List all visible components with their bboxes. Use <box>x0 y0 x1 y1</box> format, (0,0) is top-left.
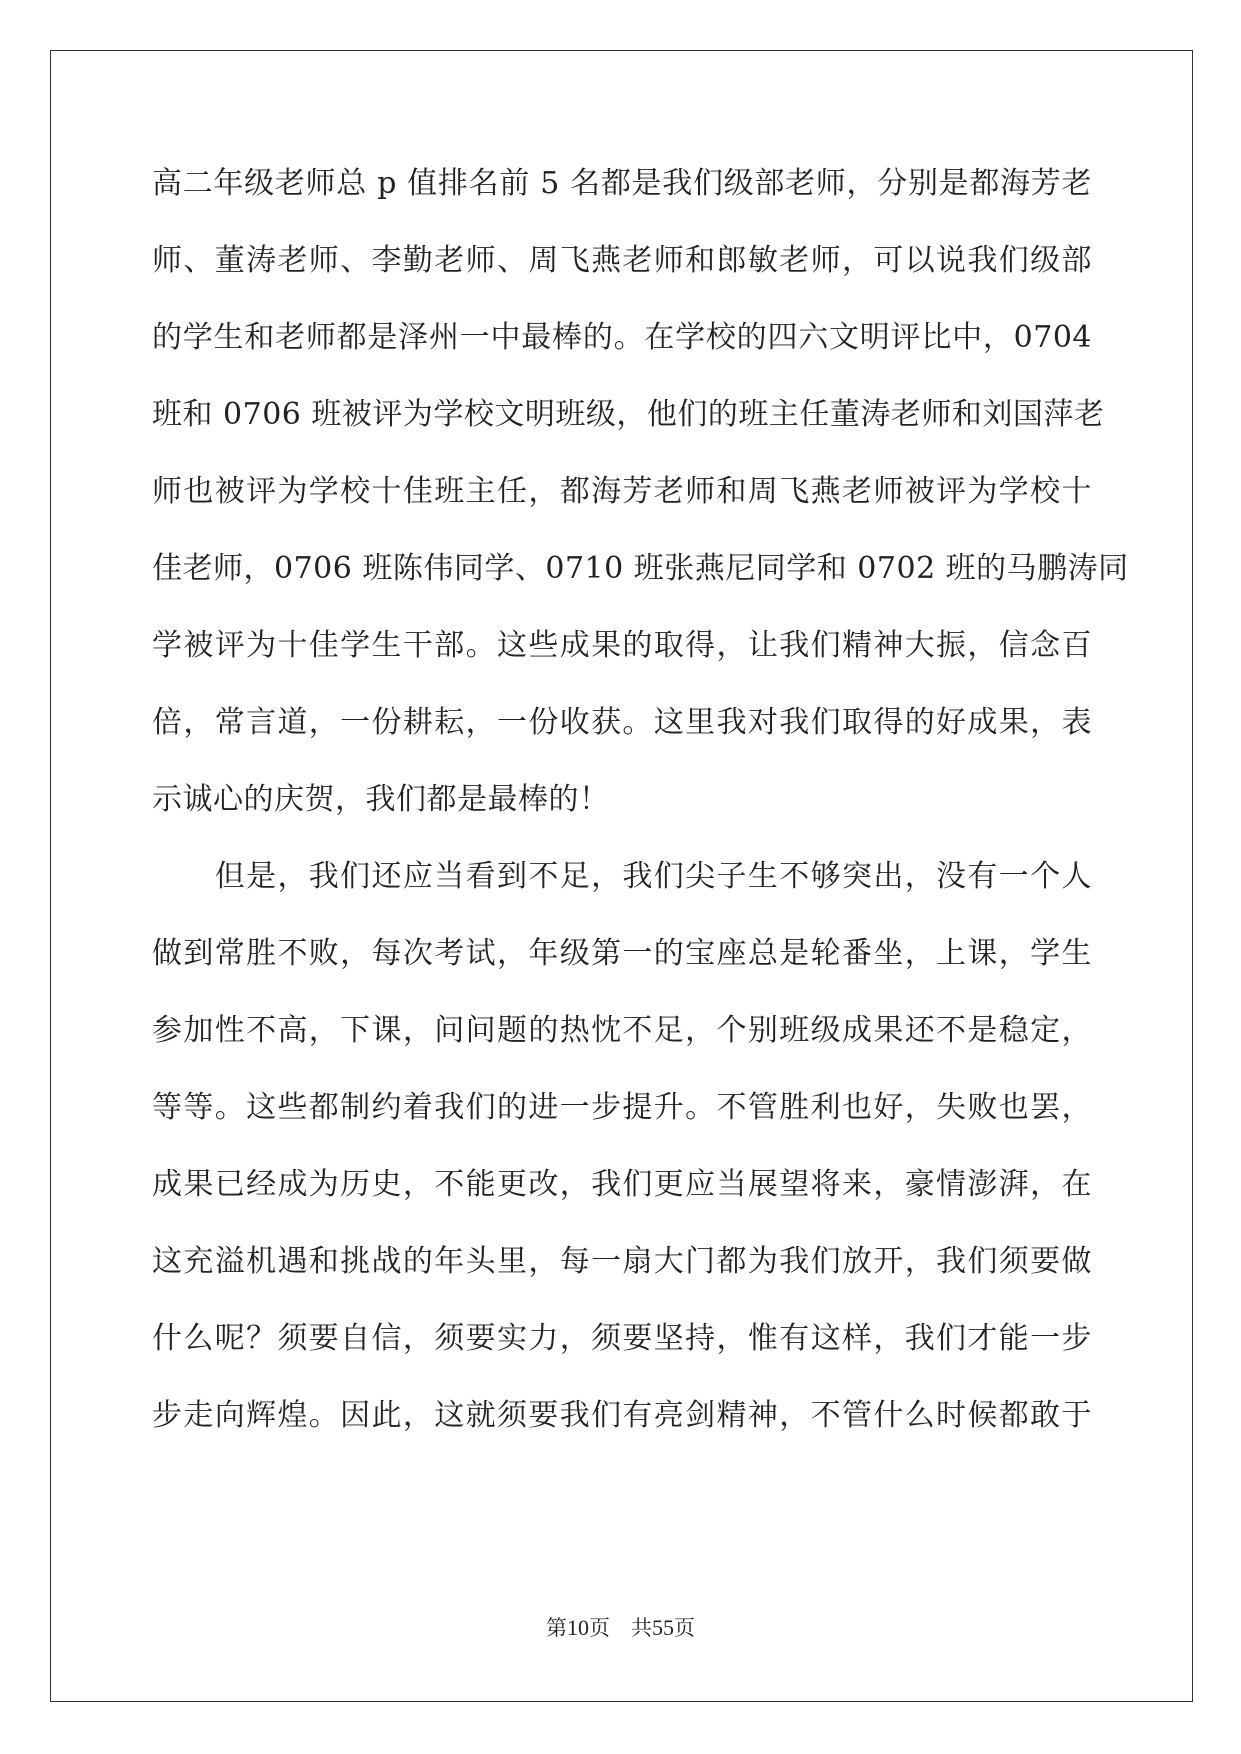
paragraph-1 <box>152 152 1129 845</box>
text-line: 什么呢？须要自信，须要实力，须要坚持，惟有这样，我们才能一步 <box>152 1321 1092 1356</box>
text-line: 做到常胜不败，每次考试，年级第一的宝座总是轮番坐，上课，学生 <box>152 936 1092 971</box>
text-line: 佳老师，0706 班陈伟同学、0710 班张燕尼同学和 0702 班的马鹏涛同 <box>152 551 1129 586</box>
current-page-number: 10 <box>567 1615 589 1640</box>
text-line: 班和 0706 班被评为学校文明班级，他们的班主任董涛老师和刘国萍老 <box>152 397 1105 432</box>
footer-middle: 页 共 <box>589 1616 652 1640</box>
page-footer <box>0 1612 1241 1642</box>
text-line: 学被评为十佳学生干部。这些成果的取得，让我们精神大振，信念百 <box>152 628 1092 663</box>
text-line: 师也被评为学校十佳班主任，都海芳老师和周飞燕老师被评为学校十 <box>152 474 1092 509</box>
total-page-number: 55 <box>652 1615 674 1640</box>
footer-suffix: 页 <box>674 1616 695 1640</box>
text-line: 但是，我们还应当看到不足，我们尖子生不够突出，没有一个人 <box>152 859 1092 894</box>
text-line: 等等。这些都制约着我们的进一步提升。不管胜利也好，失败也罢， <box>152 1090 1092 1125</box>
footer-prefix: 第 <box>546 1616 567 1640</box>
document-body <box>152 152 1129 1461</box>
text-line: 这充溢机遇和挑战的年头里，每一扇大门都为我们放开，我们须要做 <box>152 1244 1092 1279</box>
text-line: 示诚心的庆贺，我们都是最棒的！ <box>152 782 610 817</box>
text-line: 步走向辉煌。因此，这就须要我们有亮剑精神，不管什么时候都敢于 <box>152 1398 1092 1433</box>
text-line: 成果已经成为历史，不能更改，我们更应当展望将来，豪情澎湃，在 <box>152 1167 1092 1202</box>
text-line: 参加性不高，下课，问问题的热忱不足，个别班级成果还不是稳定， <box>152 1013 1092 1048</box>
text-line: 师、董涛老师、李勤老师、周飞燕老师和郎敏老师，可以说我们级部 <box>152 243 1092 278</box>
text-line: 高二年级老师总 p 值排名前 5 名都是我们级部老师，分别是都海芳老 <box>152 166 1092 201</box>
text-line: 的学生和老师都是泽州一中最棒的。在学校的四六文明评比中，0704 <box>152 320 1092 355</box>
paragraph-2 <box>152 845 1092 1461</box>
text-line: 倍，常言道，一份耕耘，一份收获。这里我对我们取得的好成果，表 <box>152 705 1092 740</box>
